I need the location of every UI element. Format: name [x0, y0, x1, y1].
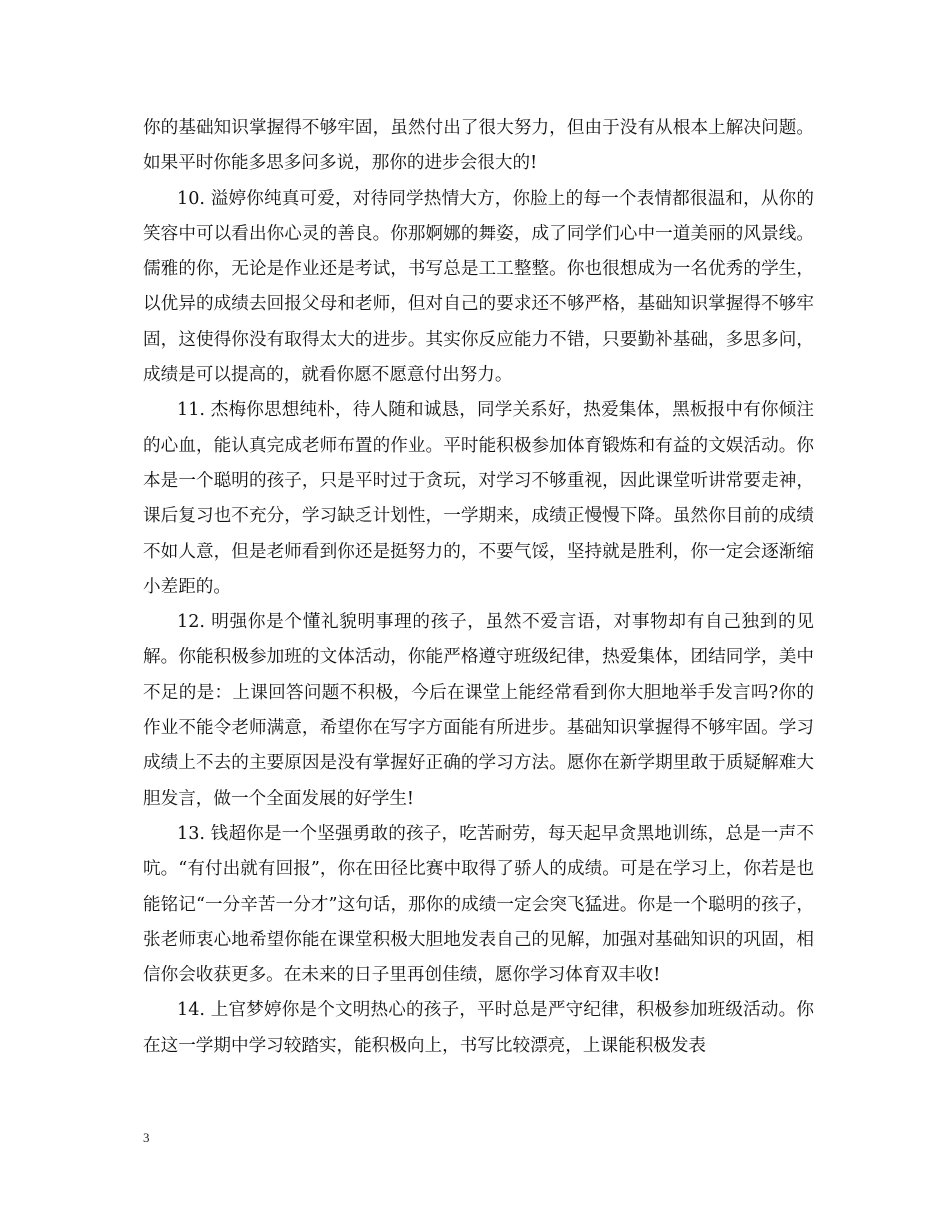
paragraph-comment-13: 13. 钱超你是一个坚强勇敢的孩子，吃苦耐劳，每天起早贪黑地训练，总是一声不吭。“有付出就有回报”，你在田径比赛中取得了骄人的成绩。可是在学习上，你若是也能铭记“一分辛苦一分才”这句话，那你的成绩一定会突飞猛进。你是一个聪明的孩子，张老师衷心地希望你能在课堂积极大胆地发表自己的见解，加强对基础知识的巩固，相信你会收获更多。在未来的日子里再创佳绩，愿你学习体育双丰收!	[143, 823, 814, 986]
page-number: 3	[143, 1130, 150, 1145]
paragraph-continuation: 你的基础知识掌握得不够牢固，虽然付出了很大努力，但由于没有从根本上解决问题。如果平时你能多思多问多说，那你的进步会很大的!	[143, 118, 814, 174]
document-body	[143, 111, 814, 1064]
paragraph-comment-12: 12. 明强你是个懂礼貌明事理的孩子，虽然不爱言语，对事物却有自己独到的见解。你能积极参加班的文体活动，你能严格遵守班级纪律，热爱集体，团结同学，美中不足的是：上课回答问题不积极，今后在课堂上能经常看到你大胆地举手发言吗?你的作业不能令老师满意，希望你在写字方面能有所进步。基础知识掌握得不够牢固。学习成绩上不去的主要原因是没有掌握好正确的学习方法。愿你在新学期里敢于质疑解难大胆发言，做一个全面发展的好学生!	[143, 612, 814, 809]
paragraph-comment-11: 11. 杰梅你思想纯朴，待人随和诚恳，同学关系好，热爱集体，黑板报中有你倾注的心血，能认真完成老师布置的作业。平时能积极参加体育锻炼和有益的文娱活动。你本是一个聪明的孩子，只是平时过于贪玩，对学习不够重视，因此课堂听讲常要走神，课后复习也不充分，学习缺乏计划性，一学期来，成绩正慢慢下降。虽然你目前的成绩不如人意，但是老师看到你还是挺努力的，不要气馁，坚持就是胜利，你一定会逐渐缩小差距的。	[143, 400, 814, 597]
paragraph-comment-10: 10. 溢婷你纯真可爱，对待同学热情大方，你脸上的每一个表情都很温和，从你的笑容中可以看出你心灵的善良。你那婀娜的舞姿，成了同学们心中一道美丽的风景线。儒雅的你，无论是作业还是考试，书写总是工工整整。你也很想成为一名优秀的学生，以优异的成绩去回报父母和老师，但对自己的要求还不够严格，基础知识掌握得不够牢固，这使得你没有取得太大的进步。其实你反应能力不错，只要勤补基础，多思多问，成绩是可以提高的，就看你愿不愿意付出努力。	[143, 188, 814, 386]
paragraph-comment-14: 14. 上官梦婷你是个文明热心的孩子，平时总是严守纪律，积极参加班级活动。你在这一学期中学习较踏实，能积极向上，书写比较漂亮，上课能积极发表	[143, 1000, 814, 1056]
